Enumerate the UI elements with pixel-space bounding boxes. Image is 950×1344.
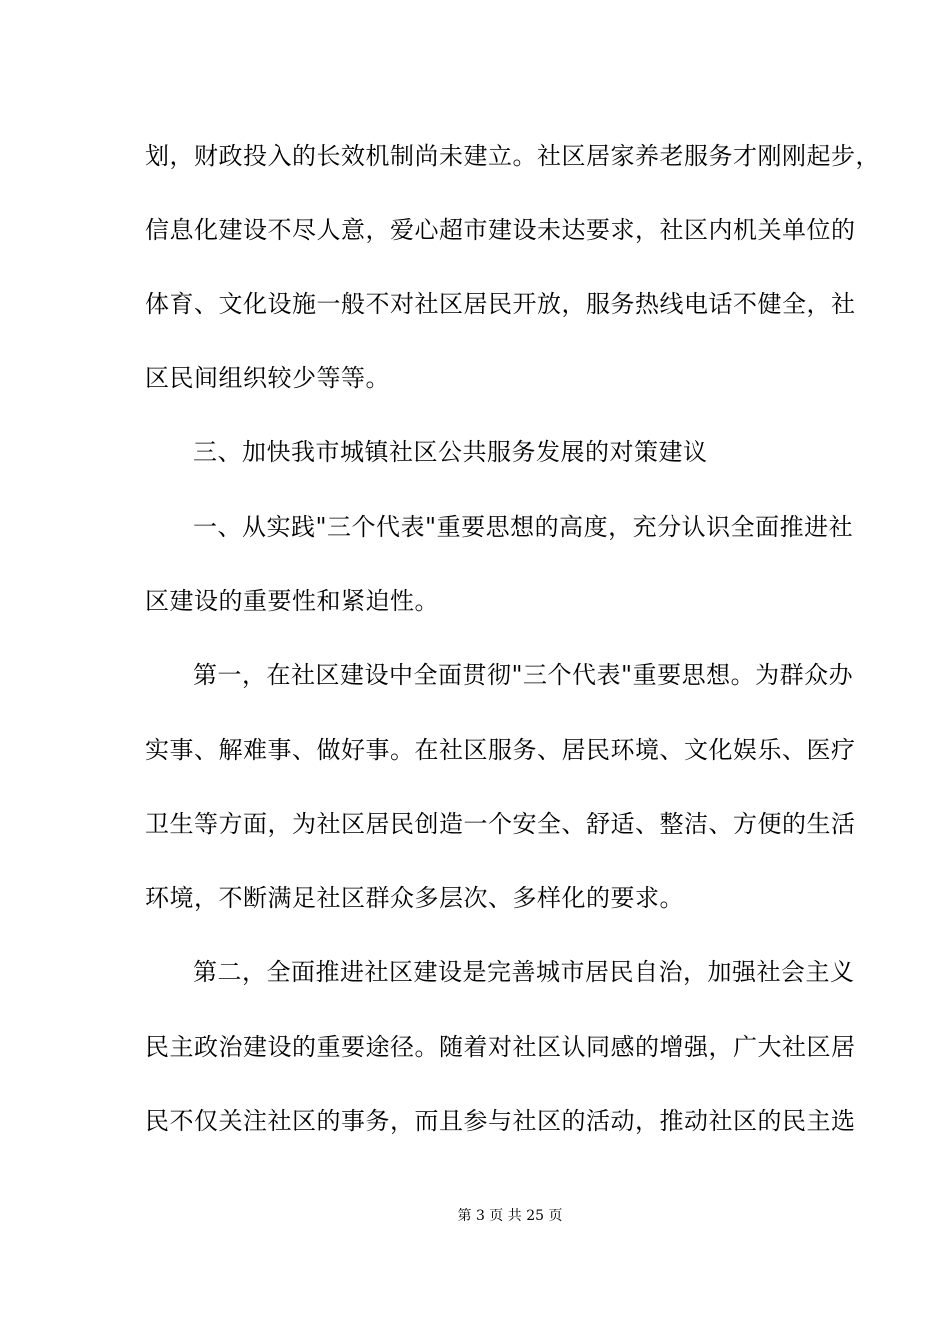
section-heading: 三、加快我市城镇社区公共服务发展的对策建议 — [193, 438, 708, 466]
text-line: 实事、解难事、做好事。在社区服务、居民环境、文化娱乐、医疗 — [145, 736, 856, 764]
text-line: 体育、文化设施一般不对社区居民开放，服务热线电话不健全，社 — [145, 290, 856, 318]
page-number-footer: 第 3 页 共 25 页 — [457, 1208, 563, 1224]
text-line: 民不仅关注社区的事务，而且参与社区的活动，推动社区的民主选 — [145, 1107, 856, 1135]
text-line: 区民间组织较少等等。 — [145, 364, 390, 392]
text-line: 区建设的重要性和紧迫性。 — [145, 587, 439, 615]
text-line: 第二，全面推进社区建设是完善城市居民自治，加强社会主义 — [193, 958, 855, 986]
text-line: 第一，在社区建设中全面贯彻"三个代表"重要思想。为群众办 — [193, 661, 854, 689]
text-line: 卫生等方面，为社区居民创造一个安全、舒适、整洁、方便的生活 — [145, 810, 856, 838]
text-line: 环境，不断满足社区群众多层次、多样化的要求。 — [145, 884, 684, 912]
text-line: 信息化建设不尽人意，爱心超市建设未达要求，社区内机关单位的 — [145, 216, 856, 244]
text-line: 划，财政投入的长效机制尚未建立。社区居家养老服务才刚刚起步， — [145, 142, 880, 170]
text-line: 民主政治建设的重要途径。随着对社区认同感的增强，广大社区居 — [145, 1033, 856, 1061]
text-line: 一、从实践"三个代表"重要思想的高度，充分认识全面推进社 — [193, 513, 854, 541]
